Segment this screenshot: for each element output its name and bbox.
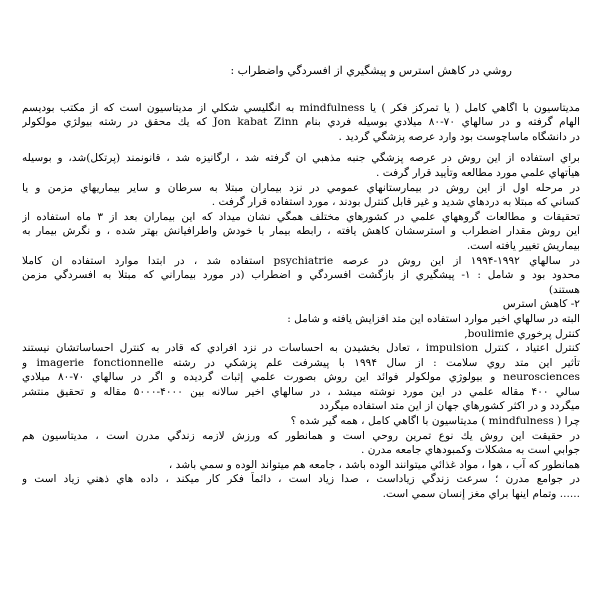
text-line: در جوامع مدرن ؛ سرعت زندگي زياداست ، صدا زياد است ، دائماً فكر كار ميكند ، داده هاي ذهني زياد است و [22,473,580,486]
text-line: كنترل پرخوري boulimie, [464,327,580,340]
text-line: چرا ( mindfulness ) مديتاسيون با اگاهي كامل ، همه گير شده ؟ [290,415,580,428]
text-line: در سالهاي ۱۹۹۲-۱۹۹۴ از اين روش در عرصه psychiatrie استفاده شد ، در ابتدا موارد استفاده ان كاملا [22,254,580,267]
text-line: ميگردد و در اكثر كشورهاي جهان از اين متد استفاده ميگردد [319,400,580,413]
document-title: روشي در كاهش استرس و پيشگيري از افسردگي واضطراب : [230,64,512,77]
text-line: تحقيقات و مطالعات گروههاي علمي در كشورهاي مختلف همگي نشان ميداد كه اين بيماران بعد از ۳ ماه استفاده از [22,210,580,223]
text-line: بيماريش تغيير يافته است. [466,239,580,252]
text-line: براي استفاده از اين روش در عرصه پزشگي جنبه مذهبي ان گرفته شد ، ارگانيزه شد ، قانونمند (پرتكل)شد، و بوسيله [22,152,580,165]
text-line: كنترل اعتياد ، كنترل impulsion ، تعادل بخشيدن به احساسات در نزد افرادي كه قادر به كنترل احساساتشان نيستند [22,342,580,355]
text-line: neurosciences و بيولوژي مولكولر فوائد اين روش بصورت علمي إثبات گرديده و اگر در سالهاي ۷۰-۸۰ ميلادي [22,371,580,384]
text-line: در حقيقت اين روش يك نوع تمرين روحي است و همانطور كه ورزش لازمه زندگي مدرن است ، مديتاسيون هم [22,429,580,442]
text-line: ...... وتمام اينها براي مغز إنسان سمي است. [382,488,580,501]
text-line: ۲- كاهش استرس [502,298,580,311]
paragraph-gap [22,144,580,151]
text-line: هيأتهاي علمي مورد مطالعه وتأييد قرار گرفت . [376,166,580,179]
text-line: هستند) [548,283,580,296]
text-line: كساني كه مبتلا به دردهاي شديد و غير قابل كنترل بودند ، مورد استفاده قرار گرفت . [211,196,580,209]
text-line: مديتاسيون با اگاهي كامل ( يا تمركز فكر ) يا mindfulness به انگليسي شكلي از مديتاسيون است كه از مكتب بوديسم [22,101,580,114]
text-line: همانطور كه آب ، هوا ، مواد غذائي ميتوانند الوده باشد ، جامعه هم ميتواند الوده و سمي باشد ، [168,458,580,471]
text-line: الهام گرفته و در سالهاي ۷۰-۸۰ ميلادي بوسيله فردي بنام Jon kabat Zinn كه يك محقق در رشته بيولژي مولكولر [22,116,580,129]
text-line: محدود بود و شامل : ۱- پيشگيري از بازگشت افسردگي و اضطراب (در مورد بيماراني كه مبتلا به افسردگي مزمن [22,269,580,282]
text-line: اين روش مقدار اضطراب و استرسشان كاهش يافته ، رابطه بيمار با خودش واطرافيانش بهتر شده ، و نگرش بيمار به [22,225,580,238]
text-line: تأثير اين متد روي سلامت : از سال ۱۹۹۴ با پيشرفت علم پزشكي در رشته imagerie fonctionnelle و [22,356,580,369]
text-line: در مرحله اول از اين روش در بيمارستانهاي عمومي در نزد بيماران مبتلا به سرطان و ساير بيماريهاي مزمن و يا [22,181,580,194]
text-line: سالي ۴۰۰ مقاله علمي در اين مورد نوشته ميشد ، در سالهاي اخير سالانه بين ۴۰۰۰-۵۰۰۰ مقاله و تحقيق منتشر [22,385,580,398]
text-line: جوابي است به مشكلات وكمبودهاي جامعه مدرن . [361,444,580,457]
text-line: در دانشگاه ماساچوست بود وارد عرصه پزشگي گرديد . [338,130,580,143]
text-line: البته در سالهاي اخير موارد استفاده اين متد افزايش يافته و شامل : [287,312,580,325]
